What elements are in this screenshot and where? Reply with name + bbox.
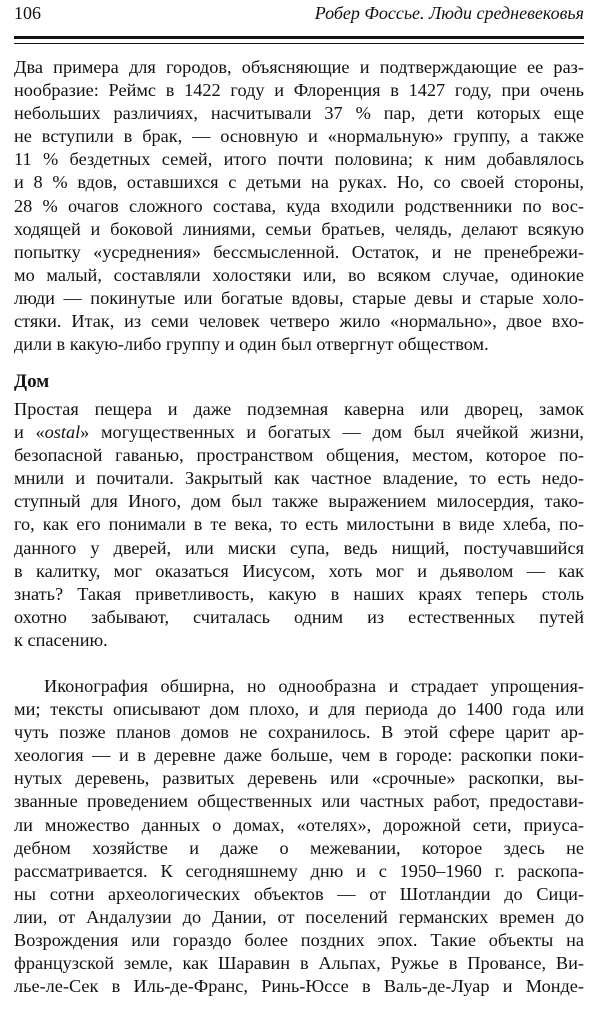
text-line: нутых деревень, развитых деревень или «срочные» раскопки, вы- xyxy=(14,768,584,789)
header-rule-thick xyxy=(14,36,584,39)
text-line: небольших различиях, насчитывали 37 % пар, дети которых еще xyxy=(14,103,584,124)
text-line: люди — покинутые или богатые вдовы, старые девы и старые холо- xyxy=(14,287,584,308)
text-line: в калитку, мог оказаться Иисусом, хоть мог и дьяволом — как xyxy=(14,560,584,581)
text-line: лье-ле-Сек в Иль-де-Франс, Ринь-Юссе в Валь-де-Луар и Монде- xyxy=(14,976,584,997)
text-line: стяки. Итак, из семи человек четверо жило «нормально», двое вхо- xyxy=(14,311,584,332)
text-segment: » могущественных и богатых — дом был ячейкой жизни, xyxy=(80,422,584,443)
text-line: охотно забывают, считалась одним из естественных путей xyxy=(14,606,584,627)
running-title: Робер Фоссье. Люди средневековья xyxy=(314,3,584,23)
text-line: званные проведением общественных или частных работ, предостави- xyxy=(14,791,584,812)
text-line: ходящей и боковой линиями, семьи братьев, челядь, делают всякую xyxy=(14,218,584,239)
page-number: 106 xyxy=(14,3,41,23)
text-line: французской земле, как Шаравин в Альпах, Ружье в Провансе, Ви- xyxy=(14,953,584,974)
text-line: рассматривается. К сегодняшнему дню и с 1950–1960 г. раскопа- xyxy=(14,860,584,881)
text-line: дили в какую-либо группу и один был отвергнут обществом. xyxy=(14,334,489,355)
text-line: попытку «усреднения» бессмысленной. Остаток, и не пренебрежи- xyxy=(14,241,584,262)
text-line: Возрождения или гораздо более поздних эпох. Такие объекты на xyxy=(14,930,584,951)
text-line: ми; тексты описывают дом плохо, и для периода до 1400 года или xyxy=(14,699,584,720)
italic-term: ostal xyxy=(44,422,81,443)
section-heading: Дом xyxy=(14,371,50,392)
text-line: ли множество данных о домах, «отелях», дорожной сети, приуса- xyxy=(14,814,584,835)
text-line: лии, от Андалузии до Дании, от поселений германских времен до xyxy=(14,906,584,927)
text-line: дебном хозяйстве и даже о межевании, которое здесь не xyxy=(14,837,584,858)
text-line: мо малый, составляли холостяки или, во всяком случае, одинокие xyxy=(14,264,584,285)
text-line: Два примера для городов, объясняющие и подтверждающие ее раз- xyxy=(14,57,584,77)
text-line: и 8 % вдов, оставшихся с детьми на руках. Но, со своей стороны, xyxy=(14,172,584,193)
text-line: 11 % бездетных семей, итого почти половина; к ним добавлялось xyxy=(14,149,584,170)
text-line: 28 % очагов сложного состава, куда входили родственники по вос- xyxy=(14,195,584,216)
paragraph-3 xyxy=(14,675,584,998)
text-line: безопасной гаванью, пространством общения, местом, которое по- xyxy=(14,445,584,466)
text-line: го, как его понимали в те века, то есть милостыни в виде хлеба, по- xyxy=(14,514,584,535)
text-line-with-italic xyxy=(14,421,584,444)
paragraph-2 xyxy=(14,398,584,652)
text-line: хеология — и в деревне даже больше, чем в городе: раскопки поки- xyxy=(14,745,584,766)
text-line: ны сотни археологических объектов — от Шотландии до Сици- xyxy=(14,883,584,904)
text-line: к спасению. xyxy=(14,629,108,650)
paragraph-1 xyxy=(14,56,584,356)
text-line: Иконография обширна, но однообразна и страдает упрощения- xyxy=(44,676,584,696)
running-header xyxy=(14,3,584,27)
text-line: мнили и почитали. Закрытый как частное владение, то есть недо- xyxy=(14,468,584,489)
text-line: данного у дверей, или миски супа, ведь нищий, постучавшийся xyxy=(14,537,584,558)
text-segment: и « xyxy=(14,422,45,443)
text-line: нообразие: Реймс в 1422 году и Флоренция в 1427 году, при очень xyxy=(14,80,584,101)
text-line: ступный для Иного, дом был также выражением милосердия, тако- xyxy=(14,491,584,512)
text-line: знать? Такая приветливость, какую в наших краях теперь столь xyxy=(14,583,584,604)
header-rule-thin xyxy=(14,43,584,44)
text-line: не вступили в брак, — основную и «нормальную» группу, а также xyxy=(14,126,584,147)
text-line: чуть позже планов домов не сохранилось. В этой сфере царит ар- xyxy=(14,722,584,743)
text-line: Простая пещера и даже подземная каверна или дворец, замок xyxy=(14,399,584,419)
